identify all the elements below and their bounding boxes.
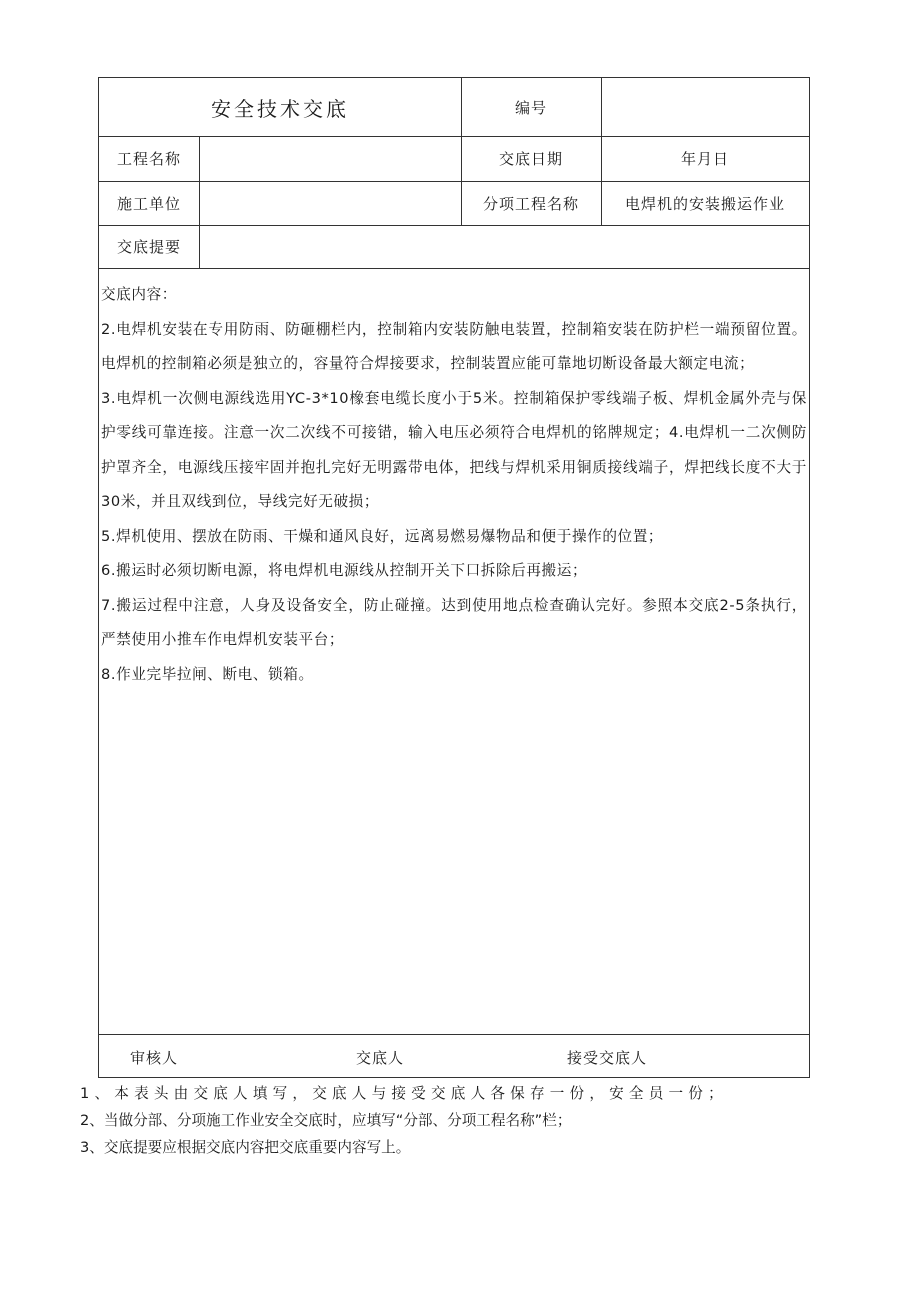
content-item: 3.电焊机一次侧电源线选用YC-3*10橡套电缆长度小于5米。控制箱保护零线端子板、焊机金属外壳与保护零线可靠连接。注意一次二次线不可接错，输入电压必须符合电焊机的铭牌规定；4.电焊机一二次侧防护罩齐全，电源线压接牢固并抱扎完好无明露带电体，把线与焊机采用铜质接线端子，焊把线长度不大于30米，并且双线到位，导线完好无破损； xyxy=(101,389,807,510)
sub-project-label: 分项工程名称 xyxy=(482,194,579,213)
content-item: 8.作业完毕拉闸、断电、锁箱。 xyxy=(101,665,314,683)
row-divider xyxy=(99,268,809,269)
summary-field[interactable] xyxy=(199,225,809,268)
note-item: 2、当做分部、分项施工作业安全交底时，应填写“分部、分项工程名称”栏； xyxy=(80,1112,572,1129)
receiver-label: 接受交底人 xyxy=(567,1048,648,1067)
presenter-label: 交底人 xyxy=(356,1048,405,1067)
content-item: 5.焊机使用、摆放在防雨、干燥和通风良好，远离易燃易爆物品和便于操作的位置； xyxy=(101,527,664,545)
note-item: 1、本表头由交底人填写，交底人与接受交底人各保存一份，安全员一份； xyxy=(80,1085,728,1102)
content-item: 2.电焊机安装在专用防雨、防砸棚栏内，控制箱内安装防触电装置，控制箱安装在防护栏一端预留位置。电焊机的控制箱必须是独立的，容量符合焊接要求，控制装置应能可靠地切断设备最大额定电流； xyxy=(101,320,807,372)
number-value[interactable] xyxy=(601,78,809,136)
unit-label: 施工单位 xyxy=(116,194,181,213)
content-heading: 交底内容： xyxy=(101,286,177,303)
row-divider xyxy=(99,1034,809,1035)
note-item: 3、交底提要应根据交底内容把交底重要内容写上。 xyxy=(80,1139,411,1156)
sub-project-field[interactable]: 电焊机的安装搬运作业 xyxy=(624,194,785,213)
briefing-content xyxy=(101,278,807,692)
date-label: 交底日期 xyxy=(498,150,563,168)
content-item: 7.搬运过程中注意，人身及设备安全，防止碰撞。达到使用地点检查确认完好。参照本交底2-5条执行，严禁使用小推车作电焊机安装平台； xyxy=(101,596,807,648)
date-field[interactable]: 年月日 xyxy=(680,150,729,168)
project-name-label: 工程名称 xyxy=(116,150,181,168)
safety-briefing-form xyxy=(98,77,810,1078)
unit-field[interactable] xyxy=(199,181,461,225)
reviewer-label: 审核人 xyxy=(130,1048,179,1067)
summary-label: 交底提要 xyxy=(116,238,181,256)
content-item: 6.搬运时必须切断电源，将电焊机电源线从控制开关下口拆除后再搬运； xyxy=(101,562,588,579)
project-name-field[interactable] xyxy=(199,136,461,181)
form-title: 安全技术交底 xyxy=(211,96,349,121)
form-notes xyxy=(80,1080,820,1161)
number-label: 编号 xyxy=(514,98,547,117)
